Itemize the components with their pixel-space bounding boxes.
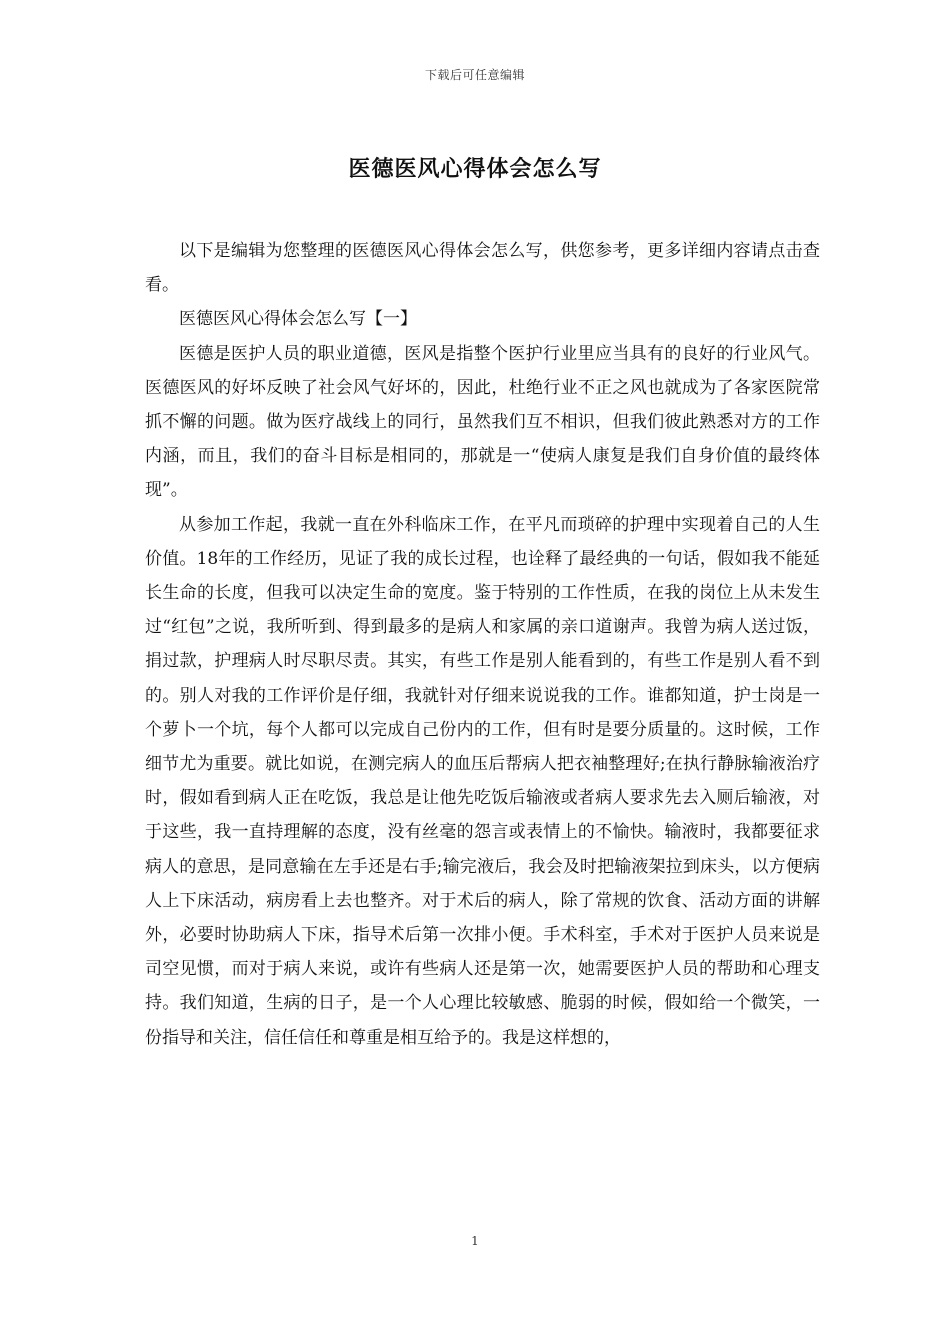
section-heading: 医德医风心得体会怎么写【一】 [179,309,417,330]
intro-paragraph: 以下是编辑为您整理的医德医风心得体会怎么写，供您参考，更多详细内容请点击查看。 [145,241,820,296]
body-paragraph: 从参加工作起，我就一直在外科临床工作，在平凡而琐碎的护理中实现着自己的人生价值。18年的工作经历，见证了我的成长过程，也诠释了最经典的一句话，假如我不能延长生命的长度，但我可以决定生命的宽度。鉴于特别的工作性质，在我的岗位上从未发生过“红包”之说，我所听到、得到最多的是病人和家属的亲口道谢声。我曾为病人送过饭，捐过款，护理病人时尽职尽责。其实，有些工作是别人能看到的，有些工作是别人看不到的。别人对我的工作评价是仔细，我就针对仔细来说说我的工作。谁都知道，护士岗是一个萝卜一个坑，每个人都可以完成自己份内的工作，但有时是要分质量的。这时候，工作细节尤为重要。就比如说，在测完病人的血压后帮病人把衣袖整理好;在执行静脉输液治疗时，假如看到病人正在吃饭，我总是让他先吃饭后输液或者病人要求先去入厕后输液，对于这些，我一直持理解的态度，没有丝毫的怨言或表情上的不愉快。输液时，我都要征求病人的意思，是同意输在左手还是右手;输完液后，我会及时把输液架拉到床头，以方便病人上下床活动，病房看上去也整齐。对于术后的病人，除了常规的饮食、活动方面的讲解外，必要时协助病人下床，指导术后第一次排小便。手术科室，手术对于医护人员来说是司空见惯，而对于病人来说，或许有些病人还是第一次，她需要医护人员的帮助和心理支持。我们知道，生病的日子，是一个人心理比较敏感、脆弱的时候，假如给一个微笑，一份指导和关注，信任信任和尊重是相互给予的。我是这样想的， [145,514,820,1048]
header-note: 下载后可任意编辑 [424,68,525,82]
page-number: 1 [471,1234,479,1248]
document-title: 医德医风心得体会怎么写 [348,156,602,182]
document-body [145,234,820,1055]
body-paragraph: 医德是医护人员的职业道德，医风是指整个医护行业里应当具有的良好的行业风气。医德医风的好坏反映了社会风气好坏的，因此，杜绝行业不正之风也就成为了各家医院常抓不懈的问题。做为医疗战线上的同行，虽然我们互不相识，但我们彼此熟悉对方的工作内涵，而且，我们的奋斗目标是相同的，那就是一“使病人康复是我们自身价值的最终体现”。 [145,343,820,501]
